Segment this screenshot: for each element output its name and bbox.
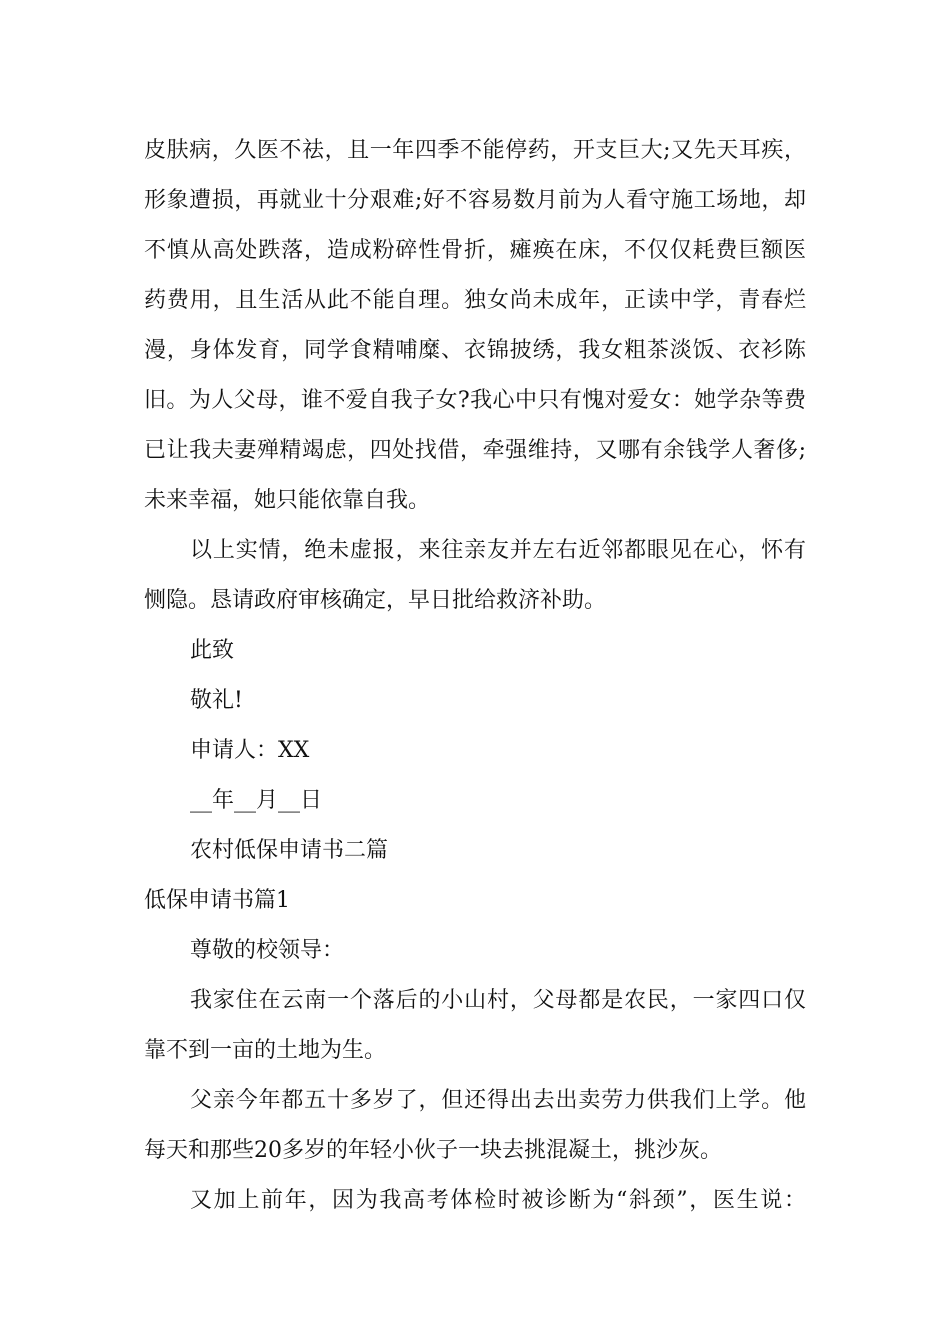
paragraph-line: 形象遭损，再就业十分艰难;好不容易数月前为人看守施工场地，却	[144, 188, 806, 213]
paragraph-line: 药费用，且生活从此不能自理。独女尚未成年，正读中学，青春烂	[144, 288, 806, 313]
applicant-line: 申请人：XX	[190, 738, 310, 763]
paragraph-line: 皮肤病，久医不祛，且一年四季不能停药，开支巨大;又先天耳疾，	[144, 138, 806, 163]
date-line: __年__月__日	[190, 788, 323, 813]
section-title: 农村低保申请书二篇	[190, 838, 389, 863]
document-body	[144, 126, 806, 1226]
paragraph-line: 我家住在云南一个落后的小山村，父母都是农民，一家四口仅	[190, 988, 806, 1013]
paragraph-line: 以上实情，绝未虚报，来往亲友并左右近邻都眼见在心，怀有	[190, 538, 806, 563]
paragraph-line: 未来幸福，她只能依靠自我。	[144, 488, 431, 513]
paragraph-line: 不慎从高处跌落，造成粉碎性骨折，瘫痪在床，不仅仅耗费巨额医	[144, 238, 806, 263]
paragraph-line: 又加上前年，因为我高考体检时被诊断为“斜颈”，医生说：	[190, 1188, 806, 1213]
paragraph-line: 旧。为人父母，谁不爱自我子女?我心中只有愧对爱女：她学杂等费	[144, 388, 806, 413]
paragraph-line: 已让我夫妻殚精竭虑，四处找借，牵强维持，又哪有余钱学人奢侈;	[144, 438, 806, 463]
closing-salutation: 此致	[190, 638, 235, 663]
closing-regards: 敬礼!	[190, 688, 243, 713]
paragraph-line: 恻隐。恳请政府审核确定，早日批给救济补助。	[144, 588, 607, 613]
section-heading: 低保申请书篇1	[144, 888, 290, 913]
paragraph-line: 漫，身体发育，同学食精哺糜、衣锦披绣，我女粗茶淡饭、衣衫陈	[144, 338, 806, 363]
paragraph-line: 父亲今年都五十多岁了，但还得出去出卖劳力供我们上学。他	[190, 1088, 806, 1113]
paragraph-line: 靠不到一亩的土地为生。	[144, 1038, 387, 1063]
paragraph-line: 每天和那些20多岁的年轻小伙子一块去挑混凝土，挑沙灰。	[144, 1138, 722, 1163]
greeting-line: 尊敬的校领导：	[190, 938, 345, 963]
